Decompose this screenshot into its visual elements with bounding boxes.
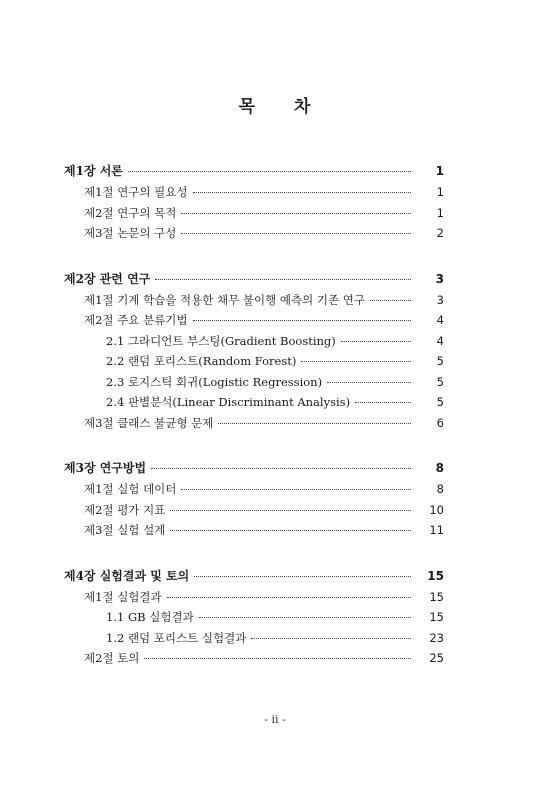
toc-chapter xyxy=(64,162,444,246)
toc-section-entry[interactable] xyxy=(64,333,444,354)
page-title xyxy=(0,92,550,117)
toc-chapter-entry[interactable] xyxy=(64,270,444,292)
toc-entry-label: 2.2 랜덤 포리스트(Random Forest) xyxy=(106,354,297,368)
dot-leader xyxy=(199,617,411,618)
dot-leader xyxy=(218,423,411,424)
toc-entry-label: 제1절 연구의 필요성 xyxy=(84,185,188,199)
dot-leader xyxy=(144,658,411,659)
dot-leader xyxy=(167,597,411,598)
toc-chapter-entry[interactable] xyxy=(64,567,444,589)
toc-section-entry[interactable] xyxy=(64,609,444,630)
dot-leader xyxy=(170,510,411,511)
toc-entry-label: 2.3 로지스틱 회귀(Logistic Regression) xyxy=(106,374,323,389)
toc-section-entry[interactable] xyxy=(64,650,444,671)
table-of-contents xyxy=(64,162,444,695)
dot-leader xyxy=(327,382,411,383)
toc-section-entry[interactable] xyxy=(64,415,444,436)
toc-entry-label: 제4장 실험결과 및 토의 xyxy=(64,568,190,583)
toc-page-number: 10 xyxy=(429,502,444,517)
toc-entry-label: 제3절 논문의 구성 xyxy=(84,226,177,240)
toc-entry-label: 제1장 서론 xyxy=(64,164,123,178)
dot-leader xyxy=(301,361,411,362)
toc-section-entry[interactable] xyxy=(64,481,444,502)
toc-page-number: 3 xyxy=(435,271,444,286)
toc-chapter xyxy=(64,270,444,436)
title-right: 차 xyxy=(294,97,312,117)
toc-entry-label: 1.1 GB 실험결과 xyxy=(106,610,194,624)
dot-leader xyxy=(341,341,411,342)
toc-page-number: 5 xyxy=(436,374,444,389)
toc-section-entry[interactable] xyxy=(64,184,444,205)
toc-entry-label: 제2장 관련 연구 xyxy=(64,271,151,286)
toc-section-entry[interactable] xyxy=(64,292,444,313)
toc-entry-label: 2.4 판별분석(Linear Discriminant Analysis) xyxy=(106,395,351,409)
toc-page-number: 1 xyxy=(435,164,444,178)
toc-entry-label: 제1절 기계 학습을 적용한 채무 불이행 예측의 기존 연구 xyxy=(84,292,365,307)
toc-entry-label: 제1절 실험결과 xyxy=(84,589,162,604)
dot-leader xyxy=(181,233,411,234)
dot-leader xyxy=(370,300,411,301)
toc-entry-label: 1.2 랜덤 포리스트 실험결과 xyxy=(106,630,247,645)
toc-entry-label: 제2절 평가 지표 xyxy=(84,502,166,517)
toc-page-number: 8 xyxy=(435,461,444,475)
toc-page-number: 4 xyxy=(436,333,444,348)
toc-page-number: 3 xyxy=(436,292,444,307)
dot-leader xyxy=(193,320,412,321)
toc-chapter-entry[interactable] xyxy=(64,162,444,184)
toc-page-number: 1 xyxy=(436,205,444,220)
dot-leader xyxy=(355,402,411,403)
toc-entry-label: 2.1 그라디언트 부스팅(Gradient Boosting) xyxy=(106,333,336,348)
dot-leader xyxy=(194,576,411,577)
dot-leader xyxy=(181,213,411,214)
toc-page-number: 2 xyxy=(436,226,444,240)
toc-chapter xyxy=(64,567,444,671)
toc-section-entry[interactable] xyxy=(64,374,444,395)
toc-page-number: 25 xyxy=(429,651,444,665)
toc-page-number: 1 xyxy=(436,185,444,199)
toc-chapter xyxy=(64,459,444,543)
toc-page-number: 8 xyxy=(436,482,444,496)
toc-section-entry[interactable] xyxy=(64,522,444,543)
toc-entry-label: 제3장 연구방법 xyxy=(64,461,147,475)
dot-leader xyxy=(155,279,411,280)
toc-entry-label: 제2절 주요 분류기법 xyxy=(84,313,188,327)
toc-page-number: 15 xyxy=(427,568,444,583)
toc-page-number: 5 xyxy=(436,395,444,409)
toc-chapter-entry[interactable] xyxy=(64,459,444,481)
toc-entry-label: 제3절 클래스 불균형 문제 xyxy=(84,415,214,430)
dot-leader xyxy=(193,192,412,193)
toc-page-number: 15 xyxy=(429,610,444,624)
toc-entry-label: 제1절 실험 데이터 xyxy=(84,482,177,496)
dot-leader xyxy=(251,638,411,639)
toc-page-number: 15 xyxy=(429,589,444,604)
toc-section-entry[interactable] xyxy=(64,502,444,523)
dot-leader xyxy=(151,468,411,469)
toc-entry-label: 제2절 연구의 목적 xyxy=(84,205,177,220)
toc-page-number: 5 xyxy=(436,354,444,368)
dot-leader xyxy=(170,530,411,531)
toc-section-entry[interactable] xyxy=(64,630,444,651)
title-left: 목 xyxy=(238,97,256,117)
dot-leader xyxy=(181,489,411,490)
toc-section-entry[interactable] xyxy=(64,225,444,246)
page-number: - ii - xyxy=(264,713,286,726)
toc-section-entry[interactable] xyxy=(64,353,444,374)
toc-page-number: 6 xyxy=(436,415,444,430)
toc-section-entry[interactable] xyxy=(64,589,444,610)
dot-leader xyxy=(128,171,411,172)
toc-entry-label: 제3절 실험 설계 xyxy=(84,523,166,537)
toc-entry-label: 제2절 토의 xyxy=(84,651,140,665)
toc-page-number: 4 xyxy=(436,313,444,327)
toc-section-entry[interactable] xyxy=(64,205,444,226)
toc-section-entry[interactable] xyxy=(64,394,444,415)
toc-section-entry[interactable] xyxy=(64,312,444,333)
toc-page-number: 11 xyxy=(429,523,444,537)
toc-page-number: 23 xyxy=(429,630,444,645)
